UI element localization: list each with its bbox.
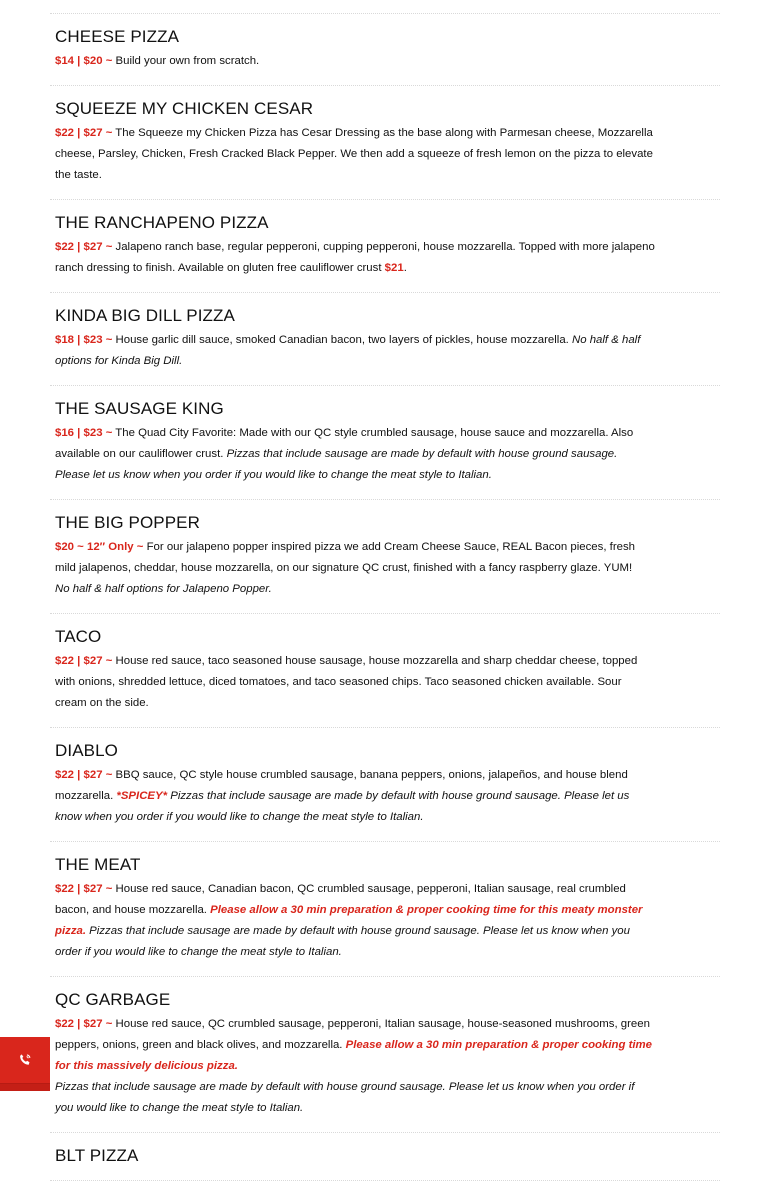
menu-item-price: $14 | $20 ~ — [55, 55, 113, 67]
menu-item-desc-text: House red sauce, Canadian bacon, QC crumbled sausage, pepperoni, Italian sausage, real crumbled bacon, and house mozzarella. — [55, 883, 626, 916]
call-button[interactable] — [0, 1037, 50, 1083]
phone-icon — [18, 1053, 32, 1067]
menu-item-description — [55, 765, 655, 828]
menu-item-description — [55, 537, 655, 600]
menu-item-price: $18 | $23 ~ — [55, 334, 113, 346]
menu-item-sausage-king — [50, 386, 720, 500]
menu-item-title: KINDA BIG DILL PIZZA — [55, 306, 235, 325]
menu-item-diablo — [50, 728, 720, 842]
menu-item-price: $22 | $27 ~ — [55, 655, 113, 667]
cauliflower-crust-price: $21 — [384, 262, 404, 274]
menu-divider — [50, 0, 720, 14]
menu-item-title: THE RANCHAPENO PIZZA — [55, 213, 269, 232]
menu-item-desc-text: For our jalapeno popper inspired pizza we add Cream Cheese Sauce, REAL Bacon pieces, fresh mild jalapenos, cheddar, house mozzarella, on our signature QC crust, finished with a fancy raspberry glaze. YUM! — [55, 541, 635, 574]
menu-item-title: THE MEAT — [55, 855, 141, 874]
menu-item-big-popper — [50, 500, 720, 614]
menu-item-note: No half & half options for Kinda Big Dill. — [55, 334, 641, 367]
menu-item-price: $22 | $27 ~ — [55, 127, 113, 139]
prep-time-warning: Please allow a 30 min preparation & proper cooking time for this massively delicious pizza. — [55, 1039, 653, 1072]
menu-item-description — [55, 123, 655, 186]
menu-item-description — [55, 51, 655, 72]
menu-item-desc-text: The Squeeze my Chicken Pizza has Cesar Dressing as the base along with Parmesan cheese, Mozzarella cheese, Parsley, Chicken, Fresh Cracked Black Pepper. We then add a squeeze of fresh lemon on the pizza to elevate the taste. — [55, 127, 653, 181]
menu-item-desc-text: The Quad City Favorite: Made with our QC style crumbled sausage, house sauce and mozzarella. Also available on our cauliflower crust. — [55, 427, 634, 460]
menu-item-desc-text: Jalapeno ranch base, regular pepperoni, cupping pepperoni, house mozzarella. Topped with more jalapeno ranch dressing to finish. Available on gluten free cauliflower crust — [55, 241, 655, 274]
menu-item-desc-text: BBQ sauce, QC style house crumbled sausage, banana peppers, onions, jalapeños, and house blend mozzarella. — [55, 769, 628, 802]
menu-item-price: $16 | $23 ~ — [55, 427, 113, 439]
menu-item-qc-garbage — [50, 977, 720, 1133]
menu-item-note: Pizzas that include sausage are made by default with house ground sausage. Please let us know when you order if you would like to change the meat style to Italian. — [55, 790, 630, 823]
menu-item-note: Pizzas that include sausage are made by default with house ground sausage. Please let us know when you order if you would like to change the meat style to Italian. — [55, 925, 630, 958]
menu-item-price: $22 | $27 ~ — [55, 1018, 113, 1030]
menu-item-desc-text: Build your own from scratch. — [112, 55, 260, 67]
menu-item-note: Pizzas that include sausage are made by default with house ground sausage. Please let us know when you order if you would like to change the meat style to Italian. — [55, 448, 618, 481]
menu-item-note: No half & half options for Jalapeno Popper. — [55, 583, 272, 595]
menu-item-title: QC GARBAGE — [55, 990, 171, 1009]
menu-item-desc-text: House garlic dill sauce, smoked Canadian bacon, two layers of pickles, house mozzarella. — [112, 334, 572, 346]
menu-item-title: SQUEEZE MY CHICKEN CESAR — [55, 99, 314, 118]
menu-item-description — [55, 423, 655, 486]
menu-item-taco — [50, 614, 720, 728]
prep-time-warning: Please allow a 30 min preparation & proper cooking time for this meaty monster pizza. — [55, 904, 643, 937]
menu-item-the-meat — [50, 842, 720, 977]
menu-item-price: $22 | $27 ~ — [55, 769, 113, 781]
menu-item-description — [55, 651, 655, 714]
menu-item-cheese-pizza — [50, 14, 720, 86]
menu-item-description — [55, 237, 655, 279]
menu-item-title: THE SAUSAGE KING — [55, 399, 224, 418]
menu-item-ranchapeno-pizza — [50, 200, 720, 293]
menu-item-desc-tail: . — [403, 262, 407, 274]
menu-item-kinda-big-dill-pizza — [50, 293, 720, 386]
menu-item-description — [55, 330, 655, 372]
menu-item-desc-text: House red sauce, QC crumbled sausage, pepperoni, Italian sausage, house-seasoned mushrooms, green peppers, onions, green and black olives, and mozzarella. — [55, 1018, 650, 1051]
menu-item-note: Pizzas that include sausage are made by default with house ground sausage. Please let us know when you order if you would like to change the meat style to Italian. — [55, 1081, 635, 1114]
menu-item-blt-pizza — [50, 1133, 720, 1181]
menu-item-title: THE BIG POPPER — [55, 513, 200, 532]
menu-item-price: $22 | $27 ~ — [55, 883, 113, 895]
menu-item-squeeze-my-chicken-cesar — [50, 86, 720, 200]
menu-item-title: DIABLO — [55, 741, 118, 760]
menu-item-description — [55, 879, 655, 963]
menu-item-price: $22 | $27 ~ — [55, 241, 113, 253]
pizza-menu — [50, 0, 720, 1181]
menu-item-title: BLT PIZZA — [55, 1146, 139, 1165]
menu-item-description — [55, 1014, 655, 1119]
menu-item-title: CHEESE PIZZA — [55, 27, 180, 46]
spicy-label: *SPICEY* — [116, 790, 168, 802]
menu-item-desc-text: House red sauce, taco seasoned house sausage, house mozzarella and sharp cheddar cheese, topped with onions, shredded lettuce, diced tomatoes, and taco seasoned chips. Taco seasoned chicken available. Sour cream on the side. — [55, 655, 638, 709]
menu-item-title: TACO — [55, 627, 102, 646]
menu-item-price: $20 ~ 12″ Only ~ — [55, 541, 144, 553]
